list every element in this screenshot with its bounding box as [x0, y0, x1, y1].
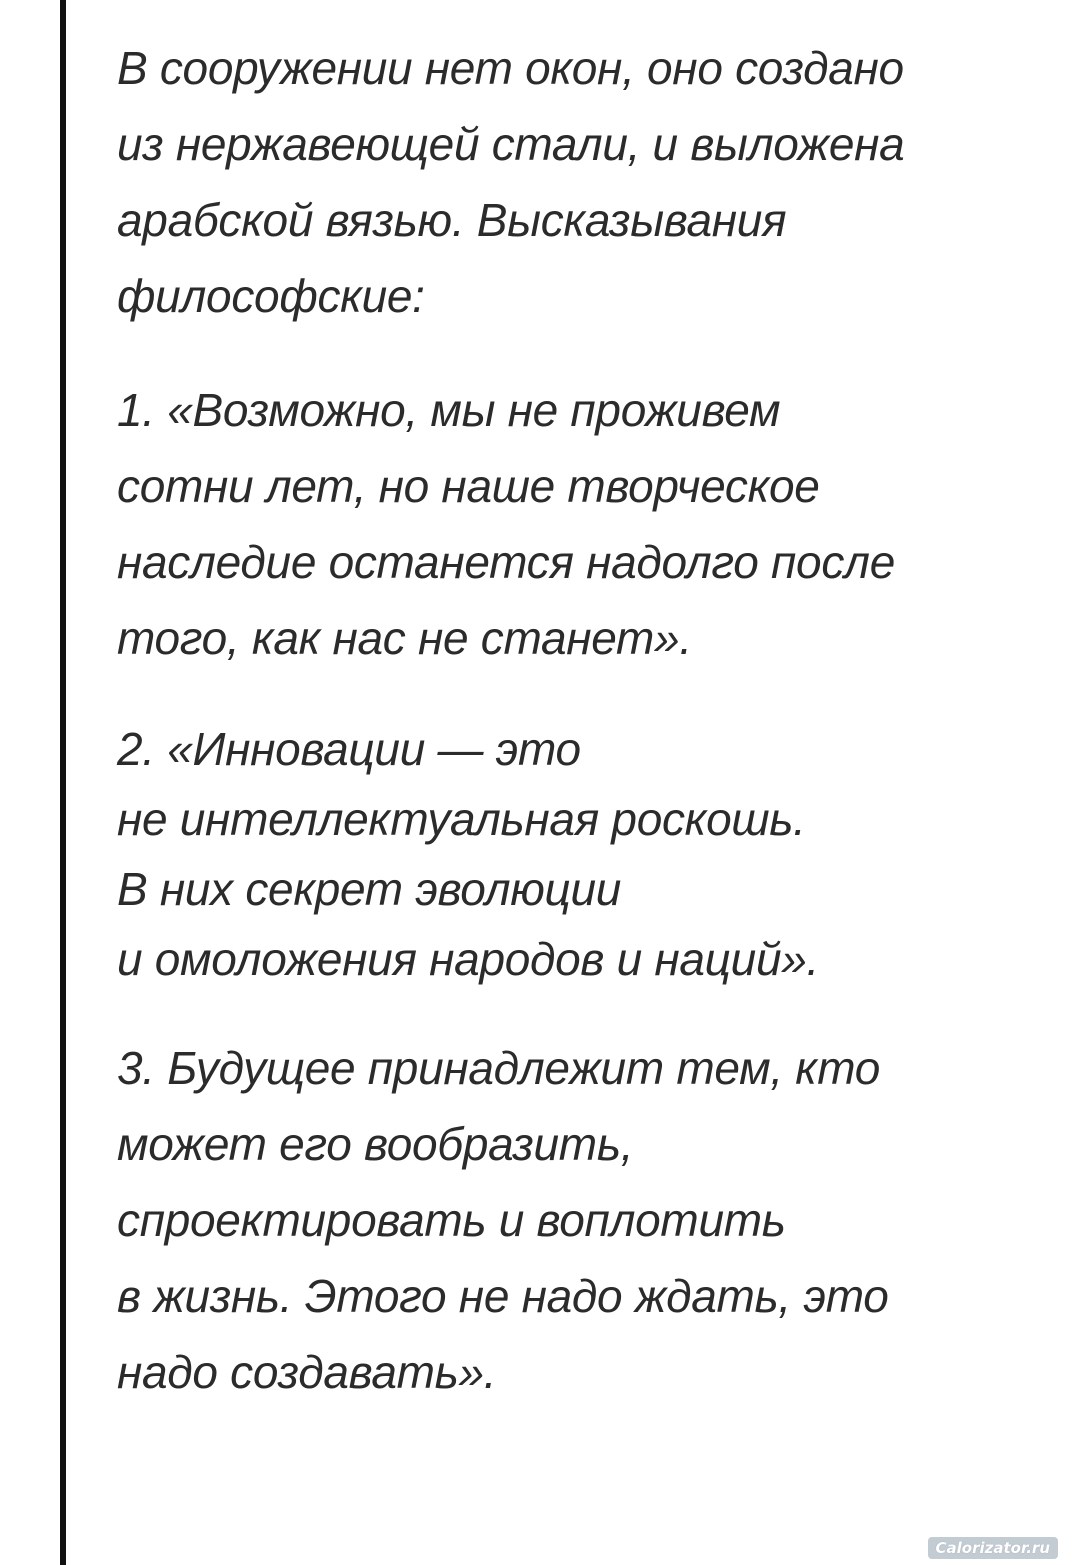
text-line: не интеллектуальная роскошь. — [117, 793, 806, 845]
text-line: из нержавеющей стали, и выложена — [117, 118, 905, 170]
watermark: Calorizator.ru — [928, 1537, 1058, 1559]
text-line: 1. «Возможно, мы не проживем — [117, 384, 781, 436]
text-line: философские: — [117, 270, 425, 322]
intro-paragraph — [117, 30, 1057, 334]
text-line: в жизнь. Этого не надо ждать, это — [117, 1270, 889, 1322]
text-line: наследие останется надолго после — [117, 536, 895, 588]
text-line: и омоложения народов и наций». — [117, 933, 820, 985]
text-line: того, как нас не станет». — [117, 612, 692, 664]
quote-2-paragraph — [117, 714, 1057, 994]
text-line: арабской вязью. Высказывания — [117, 194, 787, 246]
blockquote-bar — [60, 0, 66, 1565]
quote-1-paragraph — [117, 372, 1057, 676]
text-line: надо создавать». — [117, 1346, 497, 1398]
text-line: 2. «Инновации — это — [117, 723, 581, 775]
quote-3-paragraph — [117, 1030, 1057, 1410]
text-line: 3. Будущее принадлежит тем, кто — [117, 1042, 881, 1094]
text-line: может его вообразить, — [117, 1118, 634, 1170]
text-line: сотни лет, но наше творческое — [117, 460, 820, 512]
article-text — [117, 30, 1057, 1410]
text-line: В них секрет эволюции — [117, 863, 622, 915]
text-line: В сооружении нет окон, оно создано — [117, 42, 904, 94]
text-line: спроектировать и воплотить — [117, 1194, 786, 1246]
